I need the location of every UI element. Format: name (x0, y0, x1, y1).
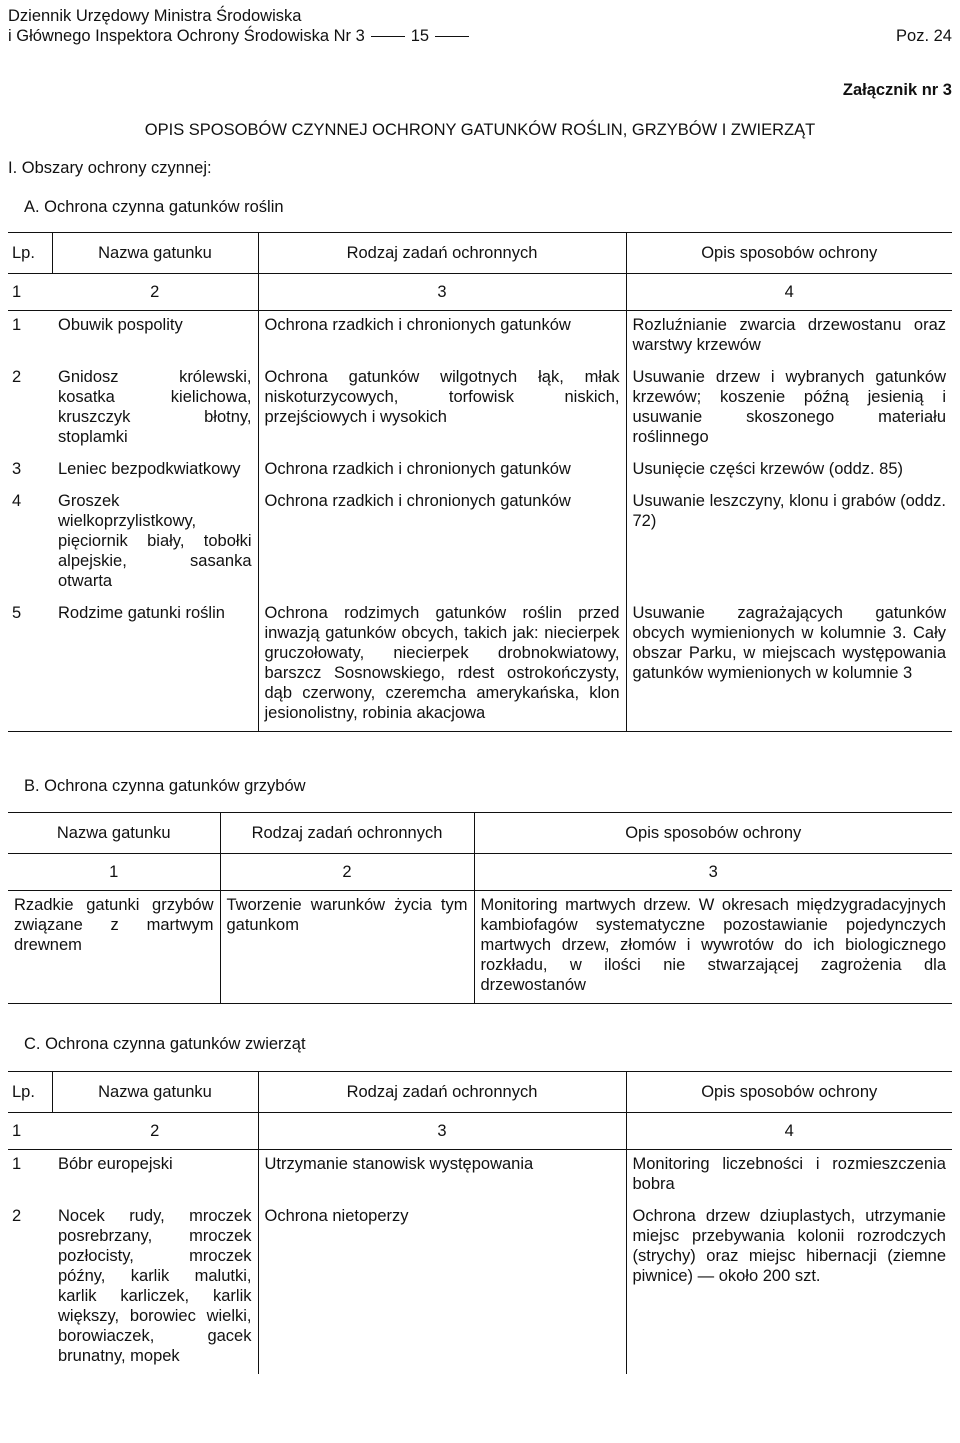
table-row (8, 455, 952, 487)
column-header: Opis sposobów ochrony (626, 1072, 952, 1113)
row-number: 2 (12, 368, 22, 386)
column-header: Rodzaj zadań ochronnych (258, 1072, 626, 1113)
row-number: 5 (8, 599, 52, 732)
column-number-row (8, 274, 952, 311)
protection-task: Ochrona rzadkich i chronionych gatunków (258, 455, 626, 487)
column-number: 2 (220, 854, 474, 891)
column-number: 1 (8, 274, 52, 311)
annex-label: Załącznik nr 3 (842, 81, 952, 99)
plants-heading: A. Ochrona czynna gatunków roślin (24, 198, 284, 216)
protection-method: Monitoring liczebności i rozmieszczenia bobra (632, 1155, 946, 1193)
row-number: 1 (12, 316, 22, 334)
column-number: 2 (52, 1113, 258, 1150)
fungi-table (8, 812, 952, 1004)
species-name: Groszek wielkoprzylistkowy, pięciornik biały, tobołki alpejskie, sasanka otwarta (52, 487, 258, 599)
column-number: 1 (8, 854, 220, 891)
table-header-row (8, 1072, 952, 1113)
species-name: Bóbr europejski (52, 1150, 258, 1203)
section-heading: I. Obszary ochrony czynnej: (8, 159, 212, 177)
protection-method: Rozluźnianie zwarcia drzewostanu oraz warstwy krzewów (632, 316, 946, 354)
table-row (8, 487, 952, 599)
table-header-row (8, 233, 952, 274)
column-number: 4 (626, 274, 952, 311)
column-number: 3 (474, 854, 952, 891)
animals-table (8, 1071, 952, 1374)
column-header: Nazwa gatunku (52, 1072, 258, 1113)
protection-task: Ochrona rzadkich i chronionych gatunków (258, 311, 626, 364)
table-row (8, 599, 952, 732)
column-number-row (8, 854, 952, 891)
column-number: 2 (52, 274, 258, 311)
animals-heading: C. Ochrona czynna gatunków zwierząt (24, 1035, 306, 1053)
column-header: Rodzaj zadań ochronnych (258, 233, 626, 274)
column-header: Rodzaj zadań ochronnych (220, 813, 474, 854)
species-name: Gnidosz królewski, kosatka kielichowa, kruszczyk błotny, stoplamki (52, 363, 258, 455)
column-number: 4 (626, 1113, 952, 1150)
column-header: Nazwa gatunku (8, 813, 220, 854)
table-row (8, 891, 952, 1004)
table-row (8, 311, 952, 364)
journal-header (8, 6, 475, 46)
column-number: 3 (258, 274, 626, 311)
fungi-heading: B. Ochrona czynna gatunków grzybów (24, 777, 306, 795)
protection-task: Utrzymanie stanowisk występowania (258, 1150, 626, 1203)
species-name: Rodzime gatunki roślin (52, 599, 258, 732)
position-number: Poz. 24 (896, 27, 952, 45)
dash-divider (371, 36, 405, 37)
table-header-row (8, 813, 952, 854)
species-name: Obuwik pospolity (52, 311, 258, 364)
table-row (8, 363, 952, 455)
protection-method: Monitoring martwych drzew. W okresach międzygradacyjnych kambiofagów systematyczne pozostawianie pojedynczych martwych drzew, złomów i wywrotów do ich biologicznego rozkładu, w ilości nie stwarzającej zagrożenia dla drzewostanów (474, 891, 952, 1004)
protection-method: Usuwanie drzew i wybranych gatunków krzewów; koszenie późną jesienią i usuwanie skoszonego materiału roślinnego (632, 368, 946, 446)
column-header: Opis sposobów ochrony (626, 233, 952, 274)
protection-task: Tworzenie warunków życia tym gatunkom (220, 891, 474, 1004)
species-name: Nocek rudy, mroczek posrebrzany, mroczek pozłocisty, mroczek późny, karlik malutki, karlik karliczek, karlik większy, borowiec wielki, borowiaczek, gacek brunatny, mopek (52, 1202, 258, 1374)
column-header: Opis sposobów ochrony (474, 813, 952, 854)
column-number: 1 (8, 1113, 52, 1150)
column-number-row (8, 1113, 952, 1150)
protection-method: Usuwanie zagrażających gatunków obcych wymienionych w kolumnie 3. Cały obszar Parku, w miejscach występowania gatunków wymienionych w kolumnie 3 (626, 599, 952, 732)
row-number: 2 (12, 1207, 22, 1225)
species-name: Leniec bezpodkwiatkowy (52, 455, 258, 487)
protection-task: Ochrona rzadkich i chronionych gatunków (258, 487, 626, 599)
protection-task: Ochrona nietoperzy (258, 1202, 626, 1374)
page-number: 15 (410, 27, 430, 45)
column-header: Lp. (8, 233, 52, 274)
column-header: Nazwa gatunku (52, 233, 258, 274)
row-number: 3 (12, 460, 22, 478)
document-title: OPIS SPOSOBÓW CZYNNEJ OCHRONY GATUNKÓW ROŚLIN, GRZYBÓW I ZWIERZĄT (144, 121, 816, 139)
protection-method: Usunięcie części krzewów (oddz. 85) (632, 460, 904, 478)
protection-task: Ochrona rodzimych gatunków roślin przed inwazją gatunków obcych, takich jak: niecierpek gruczołowaty, niecierpek drobnokwiatowy, barszcz Sosnowskiego, rdest ostrokończysty, dąb czerwony, czeremcha amerykańska, klon jesionolistny, robinia akacjowa (258, 599, 626, 732)
column-number: 3 (258, 1113, 626, 1150)
column-header: Lp. (8, 1072, 52, 1113)
plants-table (8, 232, 952, 732)
journal-title-line1: Dziennik Urzędowy Ministra Środowiska (8, 7, 302, 25)
table-row (8, 1150, 952, 1203)
journal-title-line2: i Głównego Inspektora Ochrony Środowiska Nr 3 15 (8, 26, 475, 46)
protection-method: Usuwanie leszczyny, klonu i grabów (oddz. 72) (632, 492, 946, 530)
protection-method: Ochrona drzew dziuplastych, utrzymanie miejsc przebywania kolonii rozrodczych (strychy) oraz miejsc hibernacji (ziemne piwnice) — około 200 szt. (632, 1207, 946, 1285)
dash-divider (435, 36, 469, 37)
row-number: 4 (12, 492, 22, 510)
species-name: Rzadkie gatunki grzybów związane z martwym drewnem (8, 891, 220, 1004)
table-row (8, 1202, 952, 1374)
protection-task: Ochrona gatunków wilgotnych łąk, młak niskoturzycowych, torfowisk niskich, przejściowych i wysokich (258, 363, 626, 455)
row-number: 1 (12, 1155, 22, 1173)
